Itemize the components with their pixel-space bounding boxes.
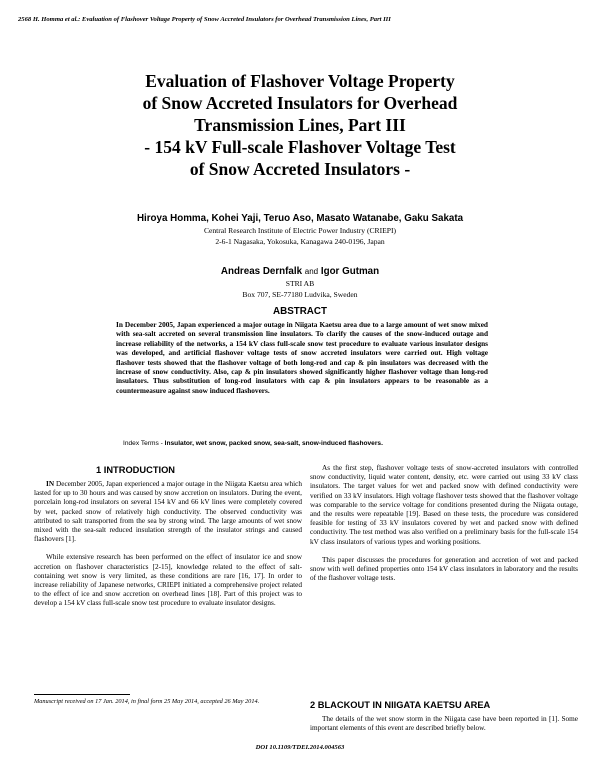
manuscript-footnote: Manuscript received on 17 Jan. 2014, in final form 25 May 2014, accepted 26 May 2014. (34, 698, 260, 705)
abstract-heading: ABSTRACT (273, 306, 327, 317)
affiliation-stri: STRI AB (285, 279, 315, 288)
blackout-paragraph-1: The details of the wet snow storm in the Niigata case have been reported in [1]. Some important elements of this event are described briefly below. (310, 715, 578, 733)
footnote-divider (34, 694, 130, 695)
author-list-criepi: Hiroya Homma, Kohei Yaji, Teruo Aso, Masato Watanabe, Gaku Sakata (136, 213, 464, 224)
doi-footer: DOI 10.1109/TDEI.2014.004563 (255, 744, 345, 751)
author-list-stri (60, 266, 540, 277)
running-header: 2568 H. Homma et al.: Evaluation of Flashover Voltage Property of Snow Accreted Insulators for Overhead Transmission Lines, Part III (18, 16, 391, 23)
right-paragraph-2: This paper discusses the procedures for generation and accretion of wet and packed snow with well defined properties onto 154 kV class insulators in laboratory and the results of the flashover voltage tests. (310, 555, 578, 583)
left-column (34, 480, 302, 609)
section-heading-introduction: 1 INTRODUCTION (96, 465, 176, 475)
index-terms-text: Insulator, wet snow, packed snow, sea-salt, snow-induced flashovers. (162, 440, 383, 447)
intro-paragraph-1 (34, 480, 302, 544)
abstract-text: In December 2005, Japan experienced a major outage in Niigata Kaetsu area due to a large amount of wet snow mixed with sea-salt accreted on several transmission line insulators. To clarify the causes of the snow-induced outage and increase reliability of the networks, a 154 kV class full-scale snow test procedure to evaluate various insulator designs was developed, and artificial flashover voltage tests of snow accreted insulators were carried out. High voltage flashover tests showed that the flashover voltage of both long-rod and cap & pin insulators was decreased with the increase of snow conductivity. Also, cap & pin insulators showed significantly higher flashover voltage than long-rod insulators. Thus substitution of long-rod insulators with cap & pin insulators appears to be reasonable as a countermeasure against snow induced flashovers. (116, 320, 488, 395)
section-heading-blackout: 2 BLACKOUT IN NIIGATA KAETSU AREA (310, 700, 491, 710)
right-column (310, 464, 578, 583)
drop-cap-lead: IN (46, 480, 55, 488)
title-line: Transmission Lines, Part III (194, 115, 406, 135)
blackout-column (310, 715, 578, 733)
index-terms (123, 440, 483, 447)
address-stri: Box 707, SE-77180 Ludvika, Sweden (242, 290, 358, 299)
title-line: - 154 kV Full-scale Flashover Voltage Test (144, 137, 456, 157)
title-line: of Snow Accreted Insulators - (189, 159, 411, 179)
author-name: Andreas Dernfalk (220, 266, 303, 277)
address-criepi: 2-6-1 Nagasaka, Yokosuka, Kanagawa 240-0196, Japan (215, 237, 385, 246)
author-name: Igor Gutman (320, 266, 380, 277)
index-terms-label: Index Terms - (123, 440, 163, 447)
intro-paragraph-1-text: December 2005, Japan experienced a major outage in the Niigata Kaetsu area which lasted for up to 30 hours and was caused by snow accretion on insulators. During the event, porcelain long-rod insulators on several 154 kV and 66 kV lines were completely covered by wet, packed snow of relatively high conductivity. The observed conductivity was attributed to salt transported from the sea by strong wind. The large amounts of wet snow mixed with the sea-salt reduced insulation strength of the insulator strings and caused flashovers [1]. (34, 480, 302, 544)
intro-paragraph-2: While extensive research has been performed on the effect of insulator ice and snow accretion on flashover characteristics [2-15], knowledge related to the effect of salt-containing wet snow is very limited, as these conditions are rare [16, 17]. In order to increase reliability of Japanese networks, CRIEPI initiated a comprehensive project related to the effect of ice and snow accretion on overhead lines [18]. Part of this project was to develop a 154 kV class full-scale snow test procedure to evaluate insulator designs. (34, 553, 302, 608)
affiliation-criepi: Central Research Institute of Electric Power Industry (CRIEPI) (203, 226, 397, 235)
title-line: of Snow Accreted Insulators for Overhead (142, 93, 458, 113)
author-conjunction: and (304, 267, 319, 276)
right-paragraph-1: As the first step, flashover voltage tests of snow-accreted insulators with controlled snow conductivity, liquid water content, density, etc. were carried out using 33 kV class insulators. The target values for wet and packed snow with defined conductivity were verified on 33 kV insulators. High voltage flashover tests showed that the flashover voltage was comparable to the service voltage for conditions presented during the Niigata outage, and the results were repeatable [19]. Based on these tests, the procedure was considered feasible for testing of 33 kV insulators covered by wet and packed snow with defined conductivity. The test method was also verified on a preliminary basis for the full-scale 154 kV class insulators of various types and working positions. (310, 464, 578, 546)
title-line: Evaluation of Flashover Voltage Property (145, 71, 455, 91)
paper-title (60, 70, 540, 180)
